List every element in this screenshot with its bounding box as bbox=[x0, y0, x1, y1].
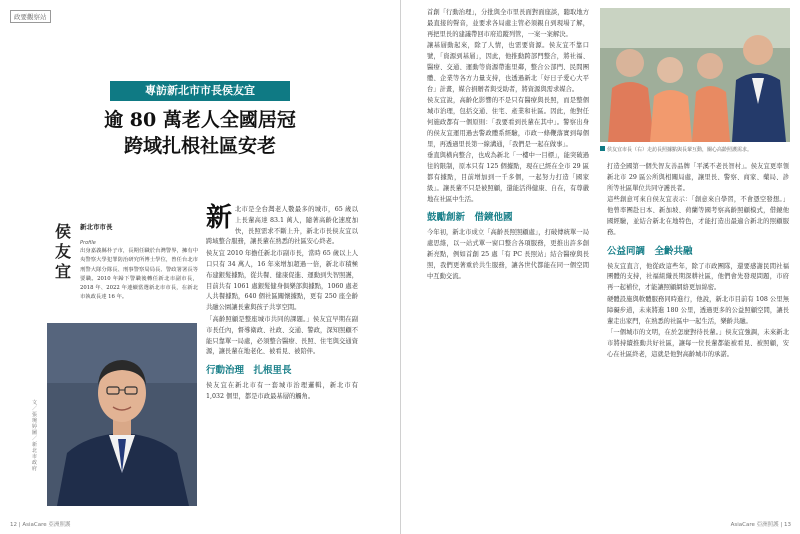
right-text-column-1 bbox=[427, 8, 589, 283]
right-page-footer: AsiaCare 亞洲照護 | 13 bbox=[730, 522, 791, 528]
paragraph: 「高齡照顧是整座城市共同的課題。」侯友宜早期在副市長任內，督導衛政、社政、交通、警政，深知照顧不能只靠單一局處，必須整合醫療、長照、住宅與交通資源，讓長輩在地老化、被看見、被陪伴。 bbox=[206, 315, 358, 356]
paragraph: 今年初，新北市成立「高齡長照照顧處」，打破傳統單一局處思維，以一站式單一窗口整合各項服務，更推出許多創新亮點，例如首創 25 處「有 PC 長照站」結合醫療與長照，我們更著重於共生服務，讓各世代都能在同一個空間中互動交流。 bbox=[427, 229, 589, 280]
photo-caption bbox=[600, 146, 790, 154]
paragraph: 這些創意可來自侯友宜表示：「創意來自學習，不會憑空發想。」他曾率團赴日本、新加坡、荷蘭等國考察高齡照顧模式，借鏡他國經驗，並結合新北在地特色，才能打造出最適合新北的照顧服務。 bbox=[607, 196, 789, 236]
paragraph: 打造全國第一個失智友善品牌「平溪不老長智村」。侯友宜更率領新北市 29 區公所與相關局處，讓里長、警察、商家、藥局、診所等社區單位共同守護長者。 bbox=[607, 163, 789, 192]
bio-role: 新北市市長 bbox=[80, 223, 113, 231]
title-line-2: 跨域扎根社區安老 bbox=[123, 135, 276, 157]
interviewee-name bbox=[52, 222, 74, 282]
paragraph: 北市是全台灣老人數最多的城市，65 歲以上長輩高達 83.1 萬人，隨著高齡化速度加快，長照需求不斷上升，新北市長侯友宜以跨域整合服務，讓長輩在熟悉的社區安心終老。 bbox=[206, 206, 358, 246]
name-char-3: 宜 bbox=[54, 262, 71, 281]
article-title bbox=[70, 107, 330, 159]
subhead-innovation: 鼓勵創新 借鏡他國 bbox=[427, 212, 513, 224]
paragraph: 「一個城市的文明，在於怎麼對待長輩。」侯友宜強調，未來新北市將持續推動共好社區，讓每一位長輩都能被看見、被照顧，安心在社區終老，這就是他對高齡城市的承諾。 bbox=[607, 329, 789, 358]
left-page-footer: 12 | AsiaCare 亞洲照護 bbox=[10, 522, 71, 528]
bio-profile-label: Profile bbox=[80, 240, 96, 246]
event-photo-illustration bbox=[600, 8, 790, 142]
name-char-2: 友 bbox=[54, 242, 71, 261]
paragraph: 硬體設施與軟體服務同時進行，他說，新北市目前有 108 公里無障礙步道，未來將進 180 公里，透過更多的公益照顧空間，讓長輩走出家門，在熟悉的社區中一起生活，樂齡共融。 bbox=[607, 295, 789, 325]
name-char-1: 侯 bbox=[54, 222, 71, 241]
paragraph: 侯友宜 2010 年擔任新北市副市長，當時 65 歲以上人口只有 34 萬人，16 年來增加超過一倍，新北市積極布建銀髮據點，從共餐、健康促進、運動到失智照護，目前共有 1061 處銀髮健身俱樂部與據點，1060 處老人共餐據點，640 個社區關懷據點，更有 250 座全齡共融公園讓長輩與孩子共享空間。 bbox=[206, 250, 358, 312]
caption-text: 侯友宜市長（右）走訪長照據點與長輩互動，關心高齡照護需求。 bbox=[607, 147, 753, 153]
bio-box bbox=[80, 222, 198, 303]
dropcap: 新 bbox=[206, 203, 233, 233]
paragraph: 侯友宜說，高齡化影響的不是只有醫療與長照，而是整個城市治理，包括交通、住宅、產業和社區。因此，他對任何施政都有一個原則：「我要看到長輩在其中」。警察出身的侯友宜運用過去警政體系經驗，市政一條鞭落實到每個里，再透過里長第一線溝通，「我們是一起在做事」。 bbox=[427, 97, 589, 148]
subhead-public-welfare: 公益同調 全齡共融 bbox=[607, 245, 693, 257]
section-tag: 政要觀察站 bbox=[10, 10, 51, 23]
bio-text: 出身嘉義縣朴子市，長期任職於台灣警界，擁有中央警察大學犯罪防治研究所博士學位，曾任台北市刑警大隊分隊長、刑事警察局局長、警政署署長等要職。2010 年歸下警職後轉任新北市副市長，2018 年、2022 年連續當選新北市市長，在新北市執政長達 16 年。 bbox=[80, 248, 198, 301]
paragraph: 垂直與橫向整合，也成為新北「一樓中一目標」，能突破過往的限制，原本只有 125 個據點，現在已經在全市 29 區都有據點，目前增加到一千多個，一起努力打造「國家級」。讓長輩不只是被照顧，還能活得健康、自在，有尊嚴地在社區中生活。 bbox=[427, 152, 589, 203]
portrait-illustration bbox=[47, 323, 197, 506]
title-line-1: 逾 80 萬老人全國居冠 bbox=[104, 109, 296, 131]
interview-banner: 專訪新北市市長侯友宜 bbox=[110, 81, 290, 101]
paragraph: 侯友宜在新北市有一套城市治理邏輯，新北市有 1,032 個里，都是市政最基層的觸角。 bbox=[206, 382, 358, 400]
photo-credit: 文／張琬婷 圖／新北市政府 bbox=[32, 400, 38, 472]
right-text-column-2 bbox=[607, 162, 789, 362]
paragraph: 首創「行動治理」，分批與全市里長面對面座談，聽取地方最直接的聲音，並要求各局處主管必須親自到現場了解，再把里長的建議帶回市府追蹤列管，一案一案解決。 bbox=[427, 9, 589, 38]
event-photo bbox=[600, 8, 790, 142]
subhead-governance: 行動治理 扎根里長 bbox=[206, 365, 292, 377]
paragraph: 侯友宜直言，他從政這些年，除了市政團隊，還要感謝民間社福團體的支持，社福組織長期深耕社區，他們會先發現問題，市府再一起補位，才能讓照顧網絡更加綿密。 bbox=[607, 262, 789, 292]
portrait-photo bbox=[47, 323, 197, 506]
caption-marker-icon bbox=[600, 146, 605, 151]
left-text-column bbox=[206, 205, 358, 404]
paragraph: 讓基層動起來，除了人情，也需要資源。侯友宜不靠口號，「資源到基層」，因此，他推動跨部門整合，將社福、醫療、交通、運動等資源帶進里鄰，整合公部門、民間團體、企業等各方力量支持，也透過新北「好日子愛心大平台」計畫，媒合捐贈者與受助者，將資源與需求媒合。 bbox=[427, 42, 589, 93]
